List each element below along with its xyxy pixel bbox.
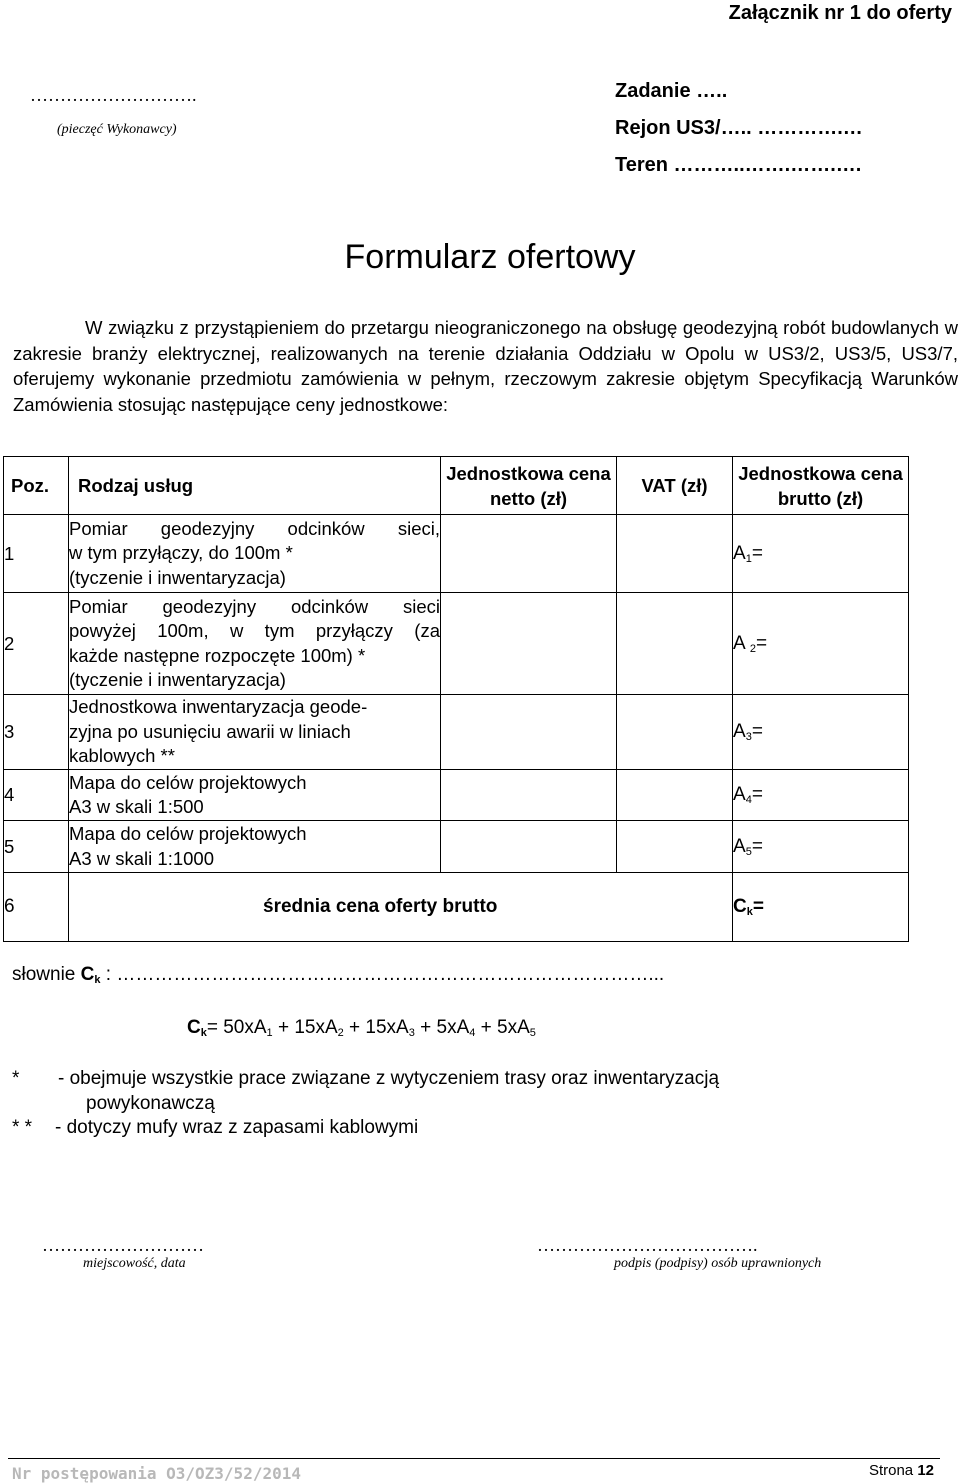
- intro-paragraph: W związku z przystąpieniem do przetargu nieograniczonego na obsługę geodezyjną robót budowlanych w zakresie branży elektrycznej, realizowanych na terenie działania Oddziału w Opolu w US3/2, US3/5, US3/7, oferujemy wykonanie przedmiotu zamówienia w pełnym, rzeczowym zakresie objętym Specyfikacją Warunków Zamówienia stosując następujące ceny jednostkowe:: [13, 317, 958, 415]
- amount-in-words[interactable]: [12, 964, 664, 986]
- table-row: [4, 695, 909, 770]
- formula-sub: 5: [529, 1027, 536, 1039]
- page-label: Strona: [868, 1462, 918, 1479]
- procedure-reference: Nr postępowania O3/OZ3/52/2014: [12, 1464, 301, 1483]
- net-price-cell[interactable]: [441, 593, 617, 695]
- gross-eq: =: [751, 784, 763, 805]
- gross-eq: =: [751, 835, 763, 857]
- signature-caption: podpis (podpisy) osób uprawnionych: [614, 1256, 822, 1271]
- vat-cell[interactable]: [617, 593, 733, 695]
- footnote-1-mark: *: [12, 1068, 20, 1089]
- row-pos: 4: [4, 770, 69, 821]
- row-description: [69, 593, 441, 695]
- table-row: [4, 821, 909, 873]
- summary-subscript: k: [746, 906, 753, 918]
- summary-eq: =: [752, 896, 764, 917]
- desc-line: w tym przyłączy, do 100m *: [69, 542, 293, 564]
- gross-subscript: 5: [745, 845, 752, 858]
- area-label: Teren ………..…….…….….: [615, 154, 862, 176]
- in-words-dots: : …………………………………………………………………………...: [100, 964, 665, 985]
- vat-cell[interactable]: [617, 695, 733, 770]
- seal-caption: (pieczęć Wykonawcy): [57, 122, 177, 137]
- table-row: [4, 770, 909, 821]
- col-header-pos: Poz.: [4, 457, 69, 515]
- gross-subscript: 2: [749, 642, 757, 655]
- summary-pos: 6: [4, 873, 69, 942]
- gross-symbol: A: [733, 835, 746, 857]
- col-header-gross: Jednostkowa cena brutto (zł): [733, 457, 909, 515]
- col-header-net: Jednostkowa cena netto (zł): [441, 457, 617, 515]
- price-table: [3, 456, 909, 942]
- form-title: Formularz ofertowy: [344, 238, 636, 276]
- price-formula: [187, 1017, 536, 1039]
- col-header-vat: VAT (zł): [617, 457, 733, 515]
- row-pos: 2: [4, 593, 69, 695]
- gross-price-cell[interactable]: [733, 515, 909, 593]
- summary-label: średnia cena oferty brutto: [69, 873, 733, 942]
- gross-price-cell[interactable]: [733, 770, 909, 821]
- desc-line: Mapa do celów projektowych: [69, 771, 307, 793]
- row-pos: 5: [4, 821, 69, 873]
- row-description: [69, 821, 441, 873]
- row-description: [69, 515, 441, 593]
- vat-cell[interactable]: [617, 821, 733, 873]
- desc-line: Mapa do celów projektowych: [69, 823, 307, 844]
- desc-line: Pomiar geodezyjny odcinków sieci,: [69, 517, 440, 539]
- desc-line: (tyczenie i inwentaryzacja): [69, 669, 286, 690]
- place-date-dots[interactable]: ………………………: [42, 1235, 204, 1255]
- signature-dots[interactable]: ……………………………….: [537, 1235, 758, 1255]
- formula-term: = 50xA: [206, 1017, 267, 1038]
- in-words-symbol: C: [80, 964, 95, 985]
- footnote-1-text: - obejmuje wszystkie prace związane z wytyczeniem trasy oraz inwentaryzacją: [58, 1068, 720, 1089]
- summary-row: [4, 873, 909, 942]
- desc-line: A3 w skali 1:500: [69, 796, 204, 817]
- formula-term: + 15xA: [343, 1017, 409, 1038]
- row-description: [69, 695, 441, 770]
- gross-symbol: A: [733, 542, 746, 564]
- formula-term: + 15xA: [272, 1017, 338, 1038]
- summary-value-cell[interactable]: [733, 873, 909, 942]
- gross-price-cell[interactable]: [733, 593, 909, 695]
- desc-line: każde następne rozpoczęte 100m) *: [69, 644, 366, 666]
- row-description: [69, 770, 441, 821]
- gross-subscript: 1: [745, 552, 752, 565]
- table-row: [4, 515, 909, 593]
- page-indicator: [869, 1462, 934, 1479]
- in-words-subscript: k: [94, 974, 101, 986]
- table-header-row: [4, 457, 909, 515]
- net-price-cell[interactable]: [441, 821, 617, 873]
- gross-price-cell[interactable]: [733, 821, 909, 873]
- desc-line: kablowych **: [69, 745, 175, 767]
- desc-line: A3 w skali 1:1000: [69, 847, 215, 869]
- task-label: Zadanie …..: [615, 80, 728, 102]
- formula-lhs: C: [187, 1017, 201, 1038]
- footnote-1-continuation: powykonawczą: [86, 1093, 215, 1114]
- gross-eq: =: [751, 542, 763, 564]
- desc-line: Pomiar geodezyjny odcinków sieci: [69, 595, 440, 617]
- footer-divider: [8, 1458, 940, 1459]
- gross-subscript: 4: [745, 794, 752, 806]
- net-price-cell[interactable]: [441, 695, 617, 770]
- formula-sub: 3: [408, 1027, 415, 1039]
- row-pos: 1: [4, 515, 69, 593]
- place-date-caption: miejscowość, data: [83, 1256, 186, 1271]
- formula-lhs-sub: k: [200, 1027, 207, 1039]
- desc-line: zyjna po usunięciu awarii w liniach: [69, 720, 351, 742]
- desc-line: Jednostkowa inwentaryzacja geode-: [69, 696, 368, 718]
- summary-symbol: C: [733, 896, 747, 917]
- vat-cell[interactable]: [617, 770, 733, 821]
- gross-symbol: A: [733, 632, 750, 654]
- formula-sub: 4: [469, 1027, 476, 1039]
- formula-sub: 2: [337, 1027, 344, 1039]
- page-number: 12: [917, 1462, 934, 1479]
- vat-cell[interactable]: [617, 515, 733, 593]
- footnote-2-mark: * *: [12, 1117, 33, 1138]
- table-row: [4, 593, 909, 695]
- gross-symbol: A: [733, 721, 746, 742]
- gross-eq: =: [756, 632, 768, 654]
- gross-eq: =: [751, 721, 763, 742]
- seal-dots: ……………………….: [30, 85, 197, 105]
- gross-subscript: 3: [745, 731, 752, 743]
- footnote-2-text: - dotyczy mufy wraz z zapasami kablowymi: [55, 1117, 419, 1138]
- formula-sub: 1: [266, 1027, 273, 1039]
- region-label: Rejon US3/….. ………….…: [615, 117, 863, 139]
- formula-term: + 5xA: [414, 1017, 470, 1038]
- gross-symbol: A: [733, 784, 746, 805]
- net-price-cell[interactable]: [441, 515, 617, 593]
- gross-price-cell[interactable]: [733, 695, 909, 770]
- attachment-title: Załącznik nr 1 do oferty: [728, 2, 952, 24]
- desc-line: (tyczenie i inwentaryzacja): [69, 566, 286, 588]
- desc-line: powyżej 100m, w tym przyłączy (za: [69, 620, 440, 641]
- row-pos: 3: [4, 695, 69, 770]
- in-words-prefix: słownie: [12, 964, 81, 985]
- formula-term: + 5xA: [475, 1017, 530, 1038]
- net-price-cell[interactable]: [441, 770, 617, 821]
- col-header-service: Rodzaj usług: [69, 457, 441, 515]
